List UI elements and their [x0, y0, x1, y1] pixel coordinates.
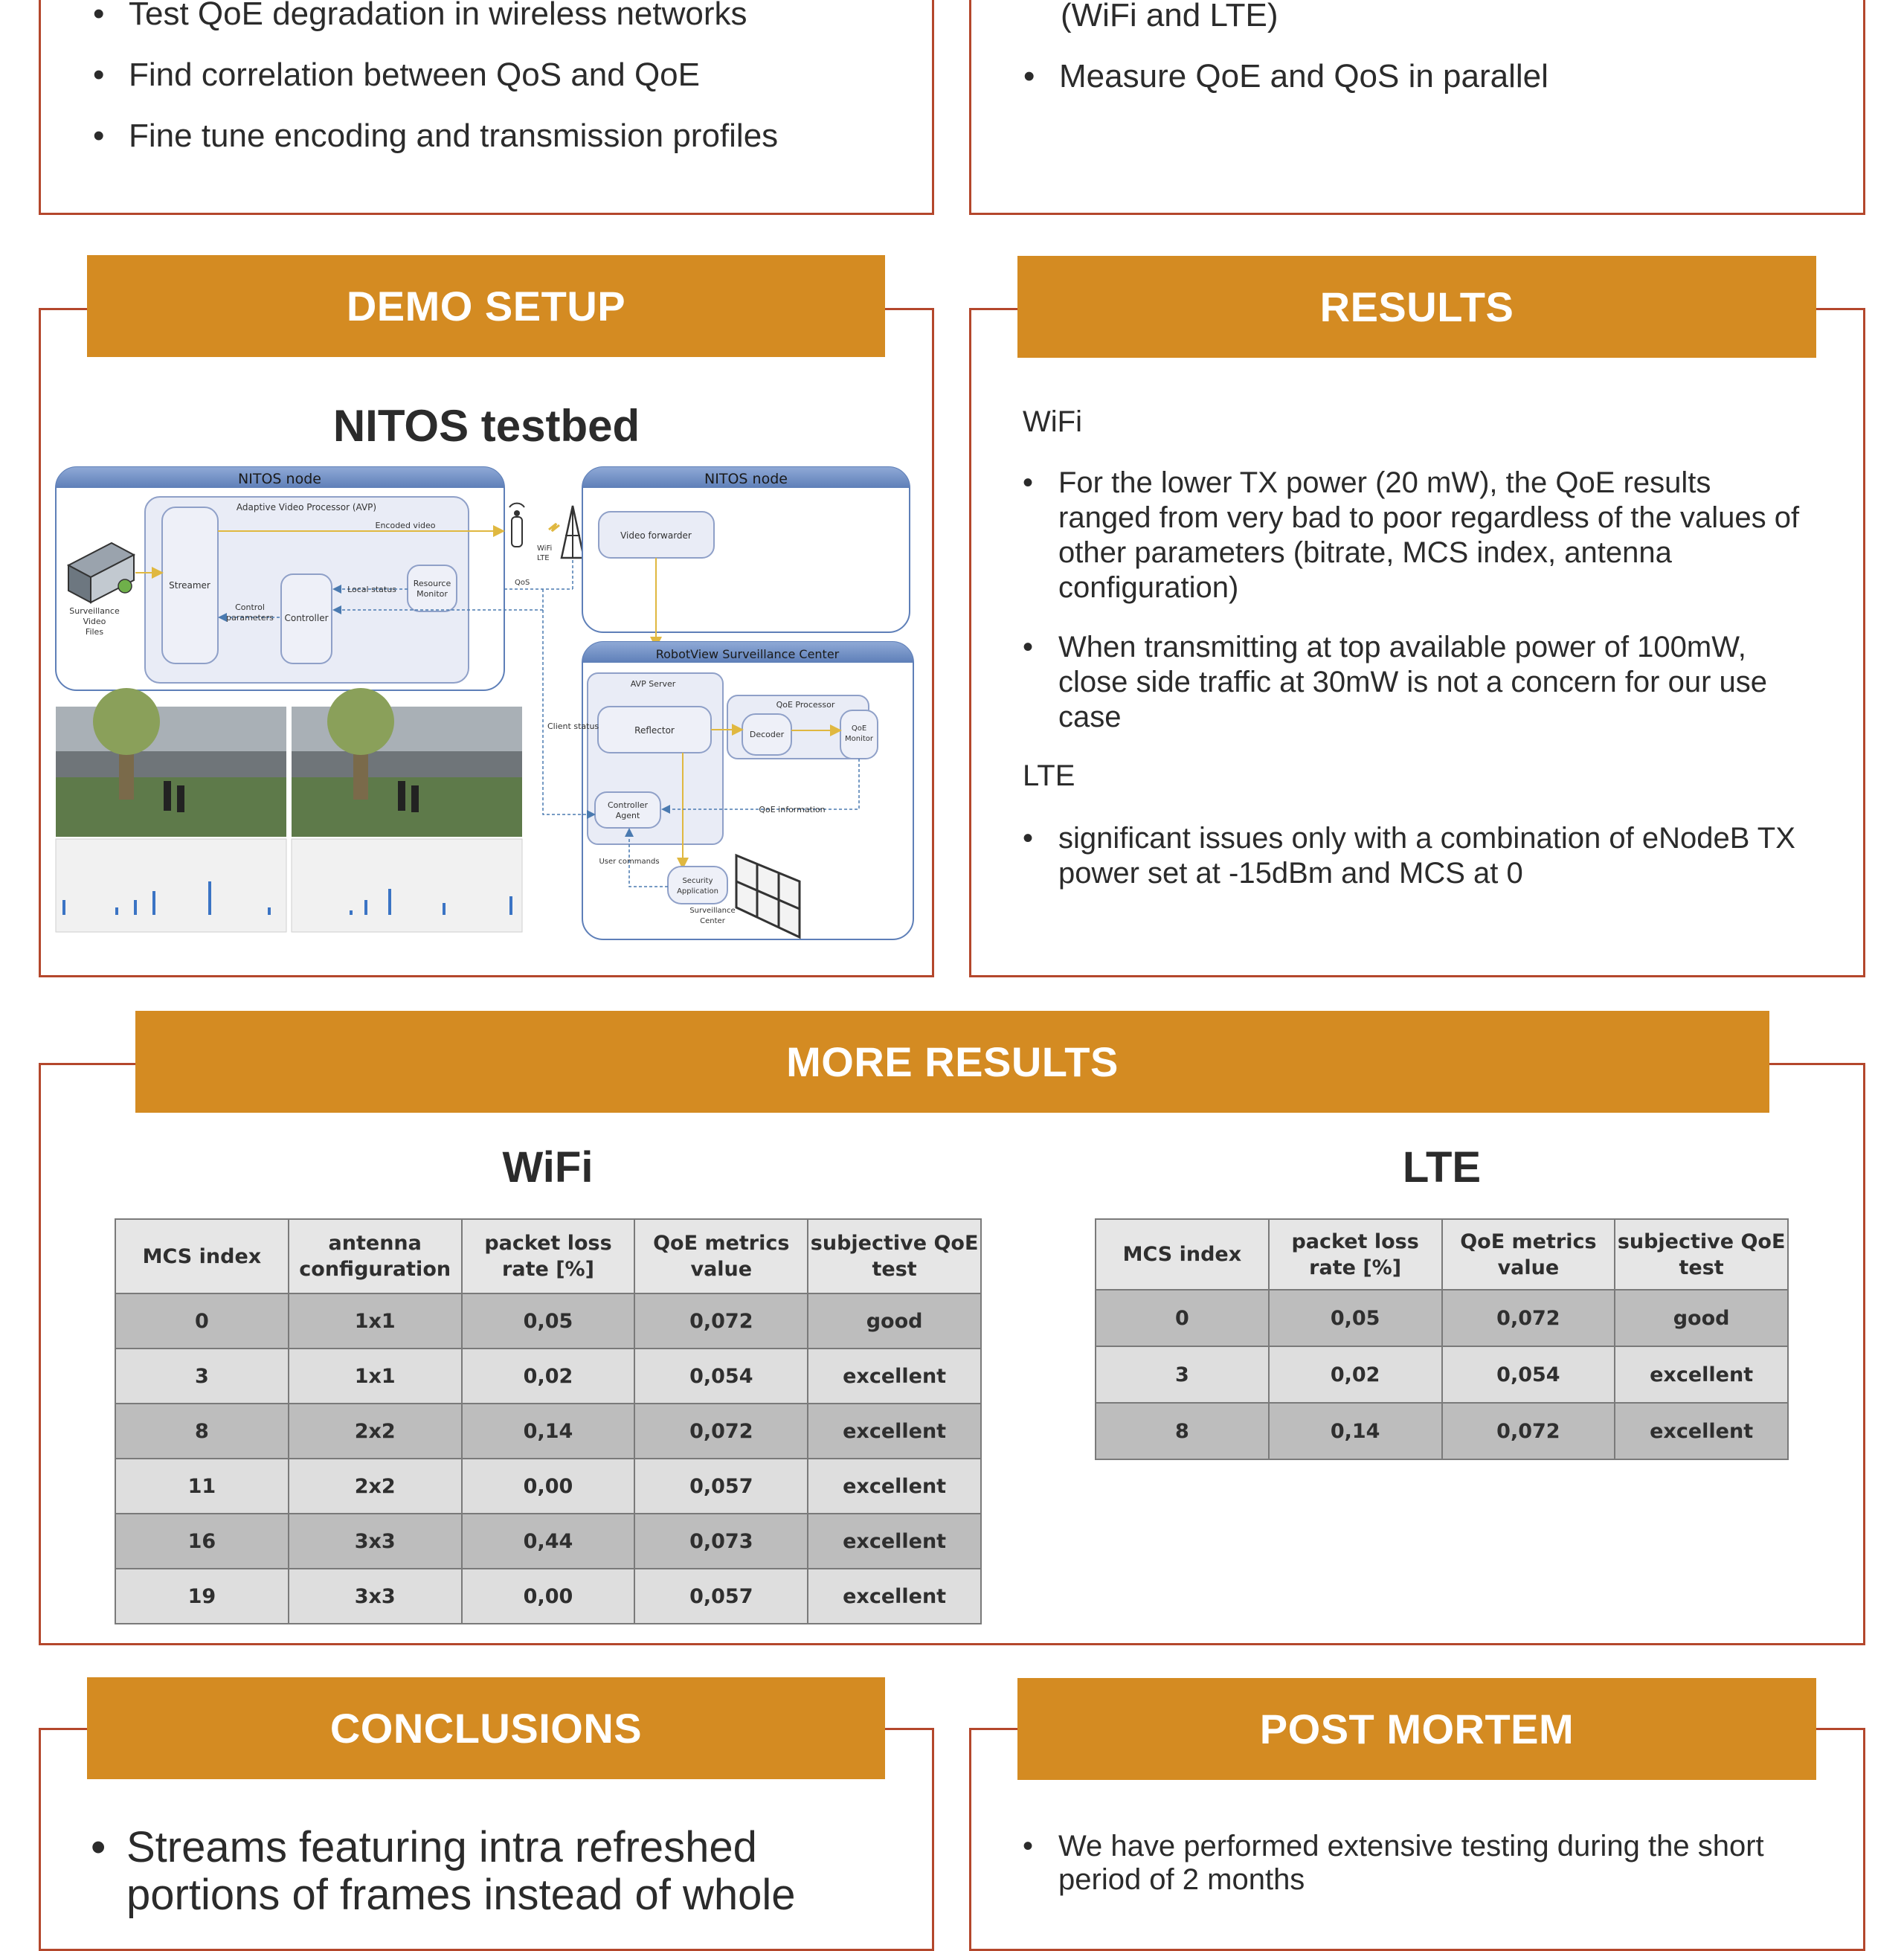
table-cell: excellent	[808, 1349, 981, 1404]
table-row	[115, 1293, 981, 1349]
lte-table-title: LTE	[1402, 1143, 1482, 1192]
table-cell: 0,057	[634, 1569, 808, 1624]
table-cell: 0,072	[634, 1404, 808, 1459]
svg-text:RobotView Surveillance Center: RobotView Surveillance Center	[655, 647, 840, 661]
svg-text:Adaptive Video Processor (AVP): Adaptive Video Processor (AVP)	[236, 502, 377, 512]
table-cell: 3x3	[289, 1514, 462, 1569]
list-item: • When transmitting at top available power of 100mW, close side traffic at 30mW is not a concern for our use case	[1023, 630, 1811, 735]
post-mortem-band: POST MORTEM	[1017, 1678, 1816, 1780]
table-cell: 0,072	[1442, 1290, 1615, 1346]
goals-panel-left	[39, 0, 934, 215]
architecture-diagram	[52, 461, 922, 945]
demo-setup-band: DEMO SETUP	[87, 255, 885, 357]
table-cell: 0,05	[462, 1293, 635, 1349]
table-header: antenna configuration	[289, 1219, 462, 1293]
list-item: • Measure QoE and QoS in parallel	[1023, 57, 1842, 96]
table-cell: excellent	[808, 1514, 981, 1569]
results-lte-list	[1023, 821, 1811, 891]
svg-text:Local status: Local status	[347, 585, 396, 594]
table-cell: 2x2	[289, 1459, 462, 1514]
demo-subtitle: NITOS testbed	[332, 401, 640, 451]
table-cell: 0,054	[1442, 1346, 1615, 1403]
table-cell: good	[808, 1293, 981, 1349]
table-cell: 8	[115, 1404, 289, 1459]
table-cell: excellent	[808, 1569, 981, 1624]
node-left-title: NITOS node	[238, 471, 321, 487]
svg-text:QoS: QoS	[515, 579, 530, 587]
wifi-table-title: WiFi	[502, 1143, 594, 1192]
svg-text:Reflector: Reflector	[634, 725, 675, 736]
table-header: subjective QoE test	[808, 1219, 981, 1293]
table-row	[115, 1459, 981, 1514]
list-item: • Find correlation between QoS and QoE	[93, 56, 911, 117]
svg-text:QoE: QoE	[851, 724, 867, 733]
table-cell: 0,072	[1442, 1403, 1615, 1459]
table-cell: 2x2	[289, 1404, 462, 1459]
svg-text:Resource: Resource	[413, 579, 451, 588]
table-row	[115, 1569, 981, 1624]
table-cell: excellent	[808, 1459, 981, 1514]
results-wifi-list	[1023, 466, 1811, 735]
results-band: RESULTS	[1017, 256, 1816, 358]
antenna-icon	[509, 504, 552, 562]
table-header: QoE metrics value	[634, 1219, 808, 1293]
nitos-node-right	[582, 467, 910, 646]
more-results-band: MORE RESULTS	[135, 1011, 1769, 1113]
table-header: subjective QoE test	[1615, 1219, 1788, 1290]
table-cell: 0,00	[462, 1569, 635, 1624]
video-screenshot-right	[292, 688, 522, 932]
svg-text:Streamer: Streamer	[169, 580, 210, 591]
goals-right-partial: (WiFi and LTE)	[1061, 0, 1279, 33]
svg-text:Control: Control	[235, 602, 265, 612]
table-cell: excellent	[1615, 1346, 1788, 1403]
table-cell: 19	[115, 1569, 289, 1624]
table-cell: 0,02	[462, 1349, 635, 1404]
svg-text:parameters: parameters	[226, 613, 274, 623]
list-item: • Streams featuring intra refreshed portions of frames instead of whole	[91, 1824, 909, 1919]
svg-text:Application: Application	[677, 887, 718, 896]
results-lte-label: LTE	[1023, 759, 1075, 792]
table-row	[115, 1404, 981, 1459]
svg-text:Controller: Controller	[284, 613, 329, 623]
table-cell: 0	[115, 1293, 289, 1349]
svg-text:Files: Files	[85, 627, 104, 637]
video-screenshot-left	[56, 688, 286, 932]
table-cell: 0,14	[462, 1404, 635, 1459]
goals-panel-right	[969, 0, 1865, 215]
svg-text:Surveillance: Surveillance	[689, 907, 736, 915]
list-item: • Fine tune encoding and transmission profiles	[93, 117, 911, 178]
table-cell: 0,14	[1269, 1403, 1442, 1459]
svg-text:QoE Processor: QoE Processor	[776, 700, 835, 710]
nitos-node-left	[56, 467, 504, 690]
table-row	[1096, 1290, 1788, 1346]
list-item: • Test QoE degradation in wireless networks	[93, 0, 911, 56]
table-cell: 0,02	[1269, 1346, 1442, 1403]
results-wifi-label: WiFi	[1023, 405, 1082, 438]
svg-text:LTE: LTE	[537, 554, 550, 562]
svg-text:Agent: Agent	[615, 811, 640, 820]
svg-text:Controller: Controller	[607, 800, 649, 810]
table-cell: 0,05	[1269, 1290, 1442, 1346]
svg-text:Client status: Client status	[547, 721, 599, 731]
table-cell: 0	[1096, 1290, 1269, 1346]
table-cell: 0,44	[462, 1514, 635, 1569]
table-cell: 0,054	[634, 1349, 808, 1404]
table-cell: excellent	[808, 1404, 981, 1459]
table-cell: 0,072	[634, 1293, 808, 1349]
svg-text:AVP Server: AVP Server	[630, 679, 676, 689]
table-cell: good	[1615, 1290, 1788, 1346]
table-header: MCS index	[115, 1219, 289, 1293]
svg-text:QoE information: QoE information	[759, 805, 826, 814]
table-row	[115, 1349, 981, 1404]
table-cell: 11	[115, 1459, 289, 1514]
table-row	[115, 1514, 981, 1569]
post-mortem-list	[1023, 1830, 1811, 1897]
table-cell: 0,00	[462, 1459, 635, 1514]
table-header: packet loss rate [%]	[1269, 1219, 1442, 1290]
table-row	[1096, 1346, 1788, 1403]
svg-text:User commands: User commands	[599, 858, 660, 866]
svg-text:NITOS node: NITOS node	[704, 471, 788, 487]
svg-text:Video forwarder: Video forwarder	[620, 530, 692, 541]
svg-text:Encoded video: Encoded video	[375, 521, 436, 530]
list-item: • For the lower TX power (20 mW), the QoE results ranged from very bad to poor regardless of the values of other parameters (bitrate, MCS index, antenna configuration)	[1023, 466, 1811, 605]
goals-list-right	[1023, 57, 1842, 96]
lte-results-table	[1095, 1218, 1789, 1460]
table-cell: 16	[115, 1514, 289, 1569]
table-cell: excellent	[1615, 1403, 1788, 1459]
conclusions-band: CONCLUSIONS	[87, 1677, 885, 1779]
table-cell: 3	[1096, 1346, 1269, 1403]
table-cell: 1x1	[289, 1293, 462, 1349]
cell-tower-icon	[549, 506, 584, 558]
svg-text:Video: Video	[83, 617, 106, 626]
svg-text:Decoder: Decoder	[749, 730, 785, 739]
svg-text:Monitor: Monitor	[844, 735, 874, 743]
table-cell: 8	[1096, 1403, 1269, 1459]
table-cell: 3	[115, 1349, 289, 1404]
conclusions-list	[91, 1824, 909, 1919]
table-cell: 1x1	[289, 1349, 462, 1404]
table-header: MCS index	[1096, 1219, 1269, 1290]
table-cell: 0,073	[634, 1514, 808, 1569]
goals-list-left	[93, 0, 911, 178]
list-item: • We have performed extensive testing during the short period of 2 months	[1023, 1830, 1811, 1897]
wifi-results-table	[115, 1218, 982, 1624]
svg-text:Surveillance: Surveillance	[69, 606, 120, 616]
robotview-center	[582, 642, 913, 939]
table-row	[1096, 1403, 1788, 1459]
svg-text:Security: Security	[682, 877, 713, 885]
table-header: QoE metrics value	[1442, 1219, 1615, 1290]
table-cell: 3x3	[289, 1569, 462, 1624]
table-header: packet loss rate [%]	[462, 1219, 635, 1293]
svg-text:WiFi: WiFi	[537, 544, 553, 553]
svg-text:Center: Center	[700, 917, 725, 925]
svg-text:Monitor: Monitor	[416, 589, 448, 599]
table-cell: 0,057	[634, 1459, 808, 1514]
list-item: • significant issues only with a combination of eNodeB TX power set at -15dBm and MCS at 0	[1023, 821, 1811, 891]
